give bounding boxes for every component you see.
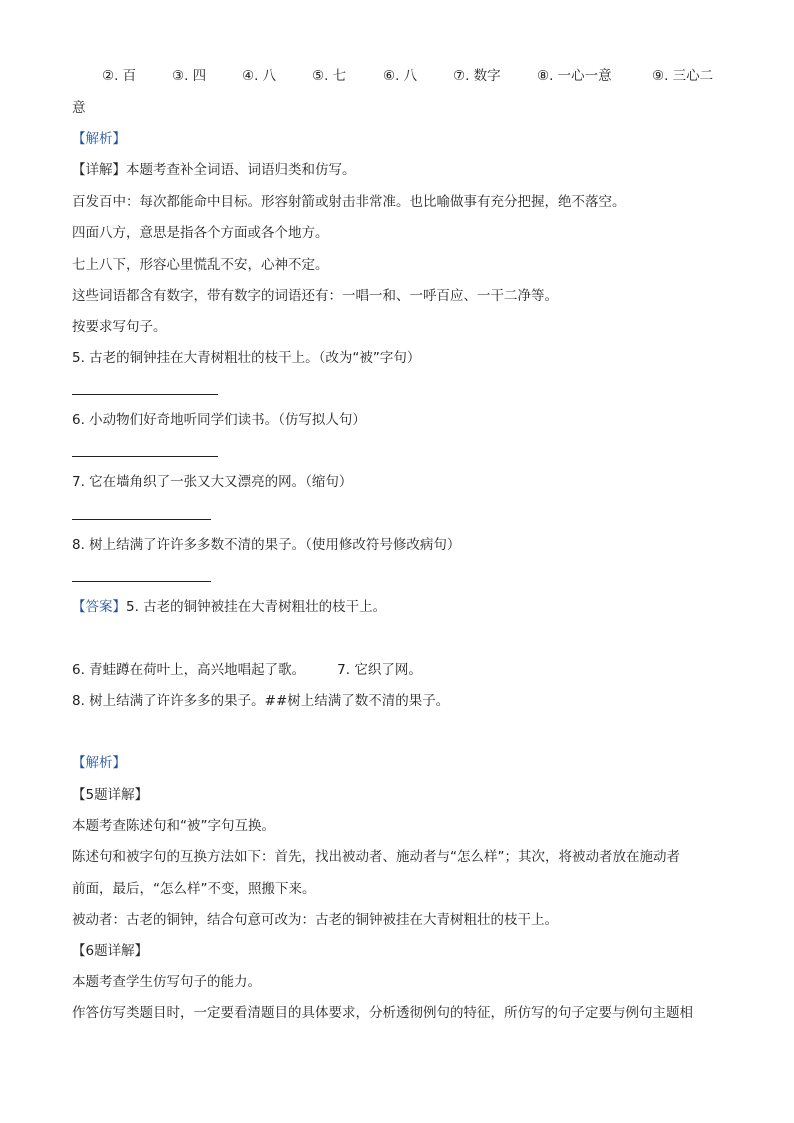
- analysis-label: 【解析】: [72, 131, 126, 147]
- answer-5-text: 5. 古老的铜钟被挂在大青树粗壮的枝干上。: [126, 599, 387, 615]
- answer-blank-line: [72, 394, 218, 395]
- answer-item: ⑧. 一心一意: [537, 68, 612, 84]
- answer-item: ⑦. 数字: [453, 68, 501, 84]
- q5-detail-line: 前面，最后，“怎么样”不变，照搬下来。: [72, 881, 316, 897]
- explanation-line: 百发百中：每次都能命中目标。形容射箭或射击非常准。也比喻做事有充分把握，绝不落空。: [72, 194, 626, 210]
- q5-detail-line: 陈述句和被字句的互换方法如下：首先，找出被动者、施动者与“怎么样”；其次，将被动者放在施动者: [72, 849, 680, 865]
- explanation-line: 七上八下，形容心里慌乱不安，心神不定。: [72, 257, 329, 273]
- answer-item: ④. 八: [242, 68, 277, 84]
- explanation-line: 这些词语都含有数字，带有数字的词语还有：一唱一和、一呼百应、一干二净等。: [72, 288, 558, 304]
- answer-label: 【答案】: [72, 599, 126, 615]
- question-8: 8. 树上结满了许许多多数不清的果子。（使用修改符号修改病句）: [72, 537, 461, 553]
- answer-line-5: [72, 598, 386, 616]
- answer-item: ②. 百: [102, 68, 137, 84]
- answer-blank-line: [72, 456, 218, 457]
- answer-blank-line: [72, 519, 211, 520]
- answer-blank-line: [72, 581, 211, 582]
- q5-detail-label: 【5题详解】: [72, 787, 149, 803]
- explanation-line: 四面八方，意思是指各个方面或各个地方。: [72, 225, 329, 241]
- answer-8-text: 8. 树上结满了许许多多的果子。##树上结满了数不清的果子。: [72, 693, 450, 709]
- analysis-label: 【解析】: [72, 755, 126, 771]
- q6-detail-label: 【6题详解】: [72, 943, 149, 959]
- answer-wrap-text: 意: [72, 100, 86, 116]
- answer-item: ⑤. 七: [312, 68, 347, 84]
- q5-detail-line: 被动者：古老的铜钟，结合句意可改为：古老的铜钟被挂在大青树粗壮的枝干上。: [72, 912, 558, 928]
- answer-item: ③. 四: [172, 68, 207, 84]
- question-6: 6. 小动物们好奇地听同学们读书。（仿写拟人句）: [72, 412, 366, 428]
- question-5: 5. 古老的铜钟挂在大青树粗壮的枝干上。（改为“被”字句）: [72, 350, 421, 366]
- q6-detail-line: 本题考查学生仿写句子的能力。: [72, 974, 261, 990]
- answer-7-text: 7. 它织了网。: [337, 662, 422, 678]
- answer-6-text: 6. 青蛙蹲在荷叶上，高兴地唱起了歌。: [72, 662, 306, 678]
- answer-item: ⑥. 八: [383, 68, 418, 84]
- q6-detail-line: 作答仿写类题目时，一定要看清题目的具体要求，分析透彻例句的特征，所仿写的句子定要与例句主题相: [72, 1005, 693, 1021]
- q5-detail-line: 本题考查陈述句和“被”字句互换。: [72, 818, 275, 834]
- answer-item: ⑨. 三心二: [652, 68, 714, 84]
- detail-line: 【详解】本题考查补全词语、词语归类和仿写。: [72, 162, 356, 178]
- question-7: 7. 它在墙角织了一张又大又漂亮的网。（缩句）: [72, 474, 353, 490]
- instruction-line: 按要求写句子。: [72, 319, 167, 335]
- answer-items-row: [0, 67, 794, 87]
- answer-line-6-7: [72, 661, 422, 679]
